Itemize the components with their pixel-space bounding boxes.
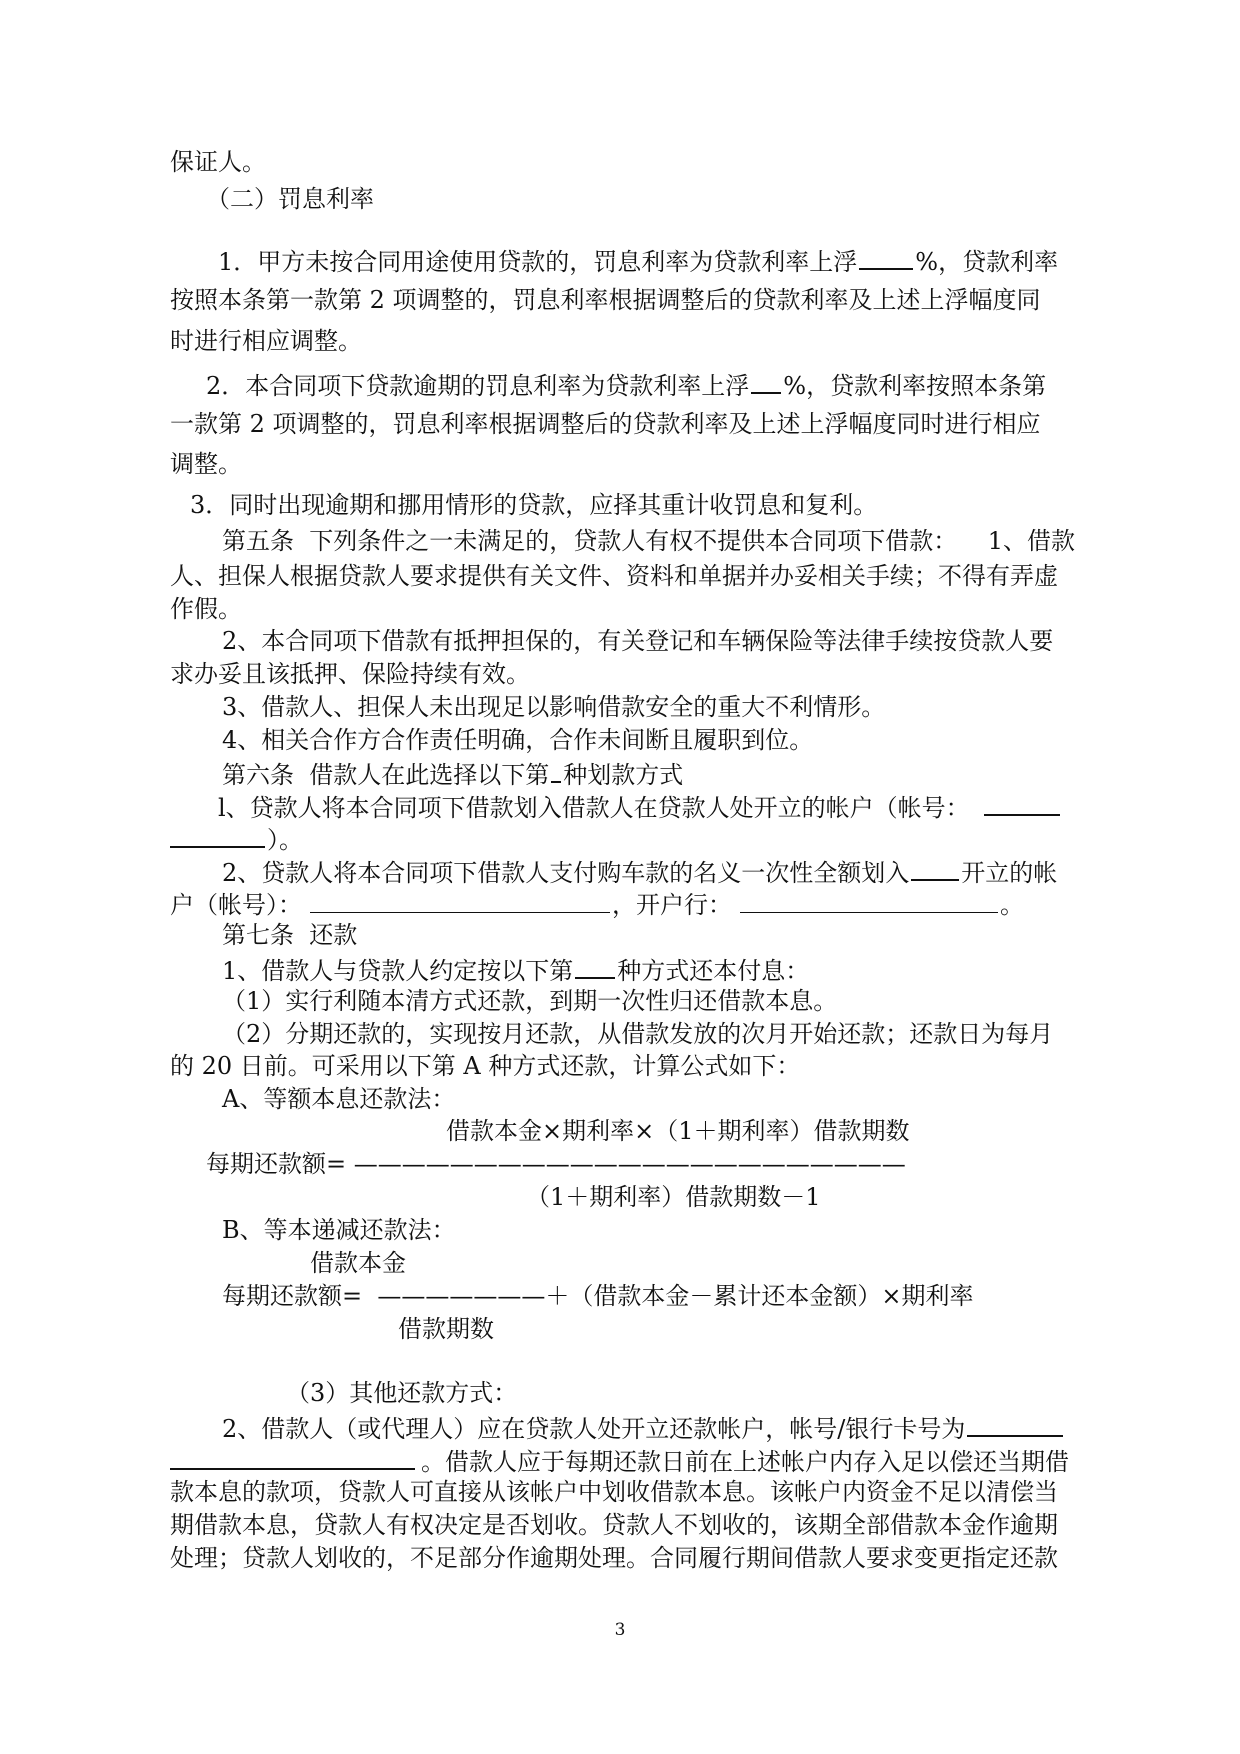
text-line: [222, 1411, 1065, 1441]
text: 第七条 还款: [222, 921, 358, 949]
text: 1．甲方未按合同用途使用贷款的，罚息利率为贷款利率上浮: [218, 248, 858, 276]
text: 开立的帐: [961, 859, 1058, 887]
text: （3）其他还款方式：: [286, 1379, 518, 1407]
text: B、等本递减还款法：: [222, 1216, 456, 1244]
text-line: [222, 855, 1057, 885]
text-line: [222, 986, 837, 1016]
text-line: [170, 1444, 1069, 1474]
text: （1＋期利率）借款期数－1: [526, 1183, 821, 1211]
blank-field: [984, 790, 1060, 816]
text: （二）罚息利率: [206, 185, 374, 213]
text: 一款第 2 项调整的，罚息利率根据调整后的贷款利率及上述上浮幅度同时进行相应: [170, 410, 1041, 438]
text: 人、担保人根据贷款人要求提供有关文件、资料和单据并办妥相关手续；不得有弄虚: [170, 562, 1058, 590]
text: 2、贷款人将本合同项下借款人支付购车款的名义一次性全额划入: [222, 859, 910, 887]
blank-field: [551, 757, 561, 783]
text: ，开户行：: [612, 891, 732, 919]
text-line: [206, 368, 1046, 398]
text-line: [222, 1019, 1053, 1049]
text-line: [170, 147, 266, 177]
text: 求办妥且该抵押、保险持续有效。: [170, 660, 530, 688]
text-line: [222, 953, 809, 983]
text-line: [222, 1084, 455, 1114]
text-line: [170, 594, 242, 624]
text: ）。: [267, 826, 303, 854]
text-line: [222, 725, 813, 755]
blank-field: [751, 368, 781, 394]
text: 处理；贷款人划收的，不足部分作逾期处理。合同履行期间借款人要求变更指定还款: [170, 1544, 1058, 1572]
text: 每期还款额= ———————＋（借款本金－累计还本金额）×期利率: [222, 1282, 974, 1310]
text-line: [218, 244, 1058, 274]
text: 1、借款人与贷款人约定按以下第: [222, 957, 574, 985]
article-5: [222, 526, 1075, 556]
text: 借款期数: [398, 1315, 494, 1343]
article-6: [222, 757, 683, 787]
text: %，贷款利率: [915, 248, 1059, 276]
text: 3．同时出现逾期和挪用情形的贷款，应择其重计收罚息和复利。: [190, 491, 878, 519]
text: 每期还款额= ———————————————————————: [206, 1150, 906, 1178]
text: 调整。: [170, 450, 242, 478]
text: 2、本合同项下借款有抵押担保的，有关登记和车辆保险等法律手续按贷款人要: [222, 627, 1054, 655]
text: 2．本合同项下贷款逾期的罚息利率为贷款利率上浮: [206, 372, 750, 400]
text-line: [170, 561, 1058, 591]
account-number-blank: [310, 888, 610, 913]
text-line: [218, 790, 1062, 820]
text: 种方式还本付息：: [617, 957, 810, 985]
text-line: [222, 626, 1053, 656]
text: 种划款方式: [563, 761, 684, 789]
text: %，贷款利率按照本条第: [783, 372, 1047, 400]
text-line: [170, 659, 530, 689]
blank-field: [575, 953, 615, 979]
text-line: [170, 1510, 1058, 1540]
formula-b-fraction-line: [222, 1281, 973, 1311]
text-line: [286, 1378, 517, 1408]
text: 借款本金: [310, 1249, 406, 1277]
formula-a-denominator: [526, 1182, 821, 1212]
page-number: 3: [614, 1620, 626, 1640]
text-line: [190, 490, 877, 520]
blank-field: [170, 1444, 415, 1470]
text: 时进行相应调整。: [170, 327, 362, 355]
text: 按照本条第一款第 2 项调整的，罚息利率根据调整后的贷款利率及上述上浮幅度同: [170, 286, 1041, 314]
blank-field: [967, 1411, 1063, 1437]
formula-b-numerator: [310, 1248, 406, 1278]
text: 期借款本息，贷款人有权决定是否划收。贷款人不划收的，该期全部借款本金作逾期: [170, 1511, 1058, 1539]
blank-field: [911, 855, 959, 881]
text: 。借款人应于每期还款日前在上述帐户内存入足以偿还当期借: [421, 1448, 1069, 1476]
text: 作假。: [170, 595, 242, 623]
text-line: [170, 449, 242, 479]
formula-a-fraction-line: [206, 1149, 906, 1179]
formula-a-numerator: [446, 1116, 910, 1146]
text: 3、借款人、担保人未出现足以影响借款安全的重大不利情形。: [222, 693, 886, 721]
text: 第五条 下列条件之一未满足的，贷款人有权不提供本合同项下借款： 1、借款: [222, 527, 1076, 555]
text-line: [170, 326, 362, 356]
text: 款本息的款项，贷款人可直接从该帐户中划收借款本息。该帐户内资金不足以清偿当: [170, 1478, 1058, 1506]
text: （1）实行利随本清方式还款，到期一次性归还借款本息。: [222, 987, 838, 1015]
text: 保证人。: [170, 148, 266, 176]
text-line: [170, 822, 303, 852]
text: 。: [1000, 891, 1024, 919]
text: l、贷款人将本合同项下借款划入借款人在贷款人处开立的帐户（帐号：: [218, 794, 970, 822]
text: 户（帐号）：: [170, 891, 302, 919]
text: （2）分期还款的，实现按月还款，从借款发放的次月开始还款；还款日为每月: [222, 1020, 1054, 1048]
bank-name-blank: [740, 888, 998, 913]
text: 的 20 日前。可采用以下第 A 种方式还款，计算公式如下：: [170, 1052, 801, 1080]
text-line: [170, 409, 1041, 439]
text: 借款本金×期利率×（1＋期利率）借款期数: [446, 1117, 910, 1145]
article-7: [222, 920, 357, 950]
text: 4、相关合作方合作责任明确，合作未间断且履职到位。: [222, 726, 814, 754]
text: A、等额本息还款法：: [222, 1085, 456, 1113]
blank-field: [170, 822, 265, 848]
text-line: [222, 692, 885, 722]
formula-b-denominator: [398, 1314, 494, 1344]
text-line: [170, 1543, 1058, 1573]
blank-field: [859, 244, 913, 270]
text-line: [170, 285, 1041, 315]
text-line: [170, 1051, 800, 1081]
text-line: [170, 1477, 1058, 1507]
text: 2、借款人（或代理人）应在贷款人处开立还款帐户，帐号/银行卡号为: [222, 1415, 966, 1443]
section-heading: [206, 184, 374, 214]
text-line: [222, 1215, 456, 1245]
text-line: [170, 888, 1024, 918]
text: 第六条 借款人在此选择以下第: [222, 761, 550, 789]
